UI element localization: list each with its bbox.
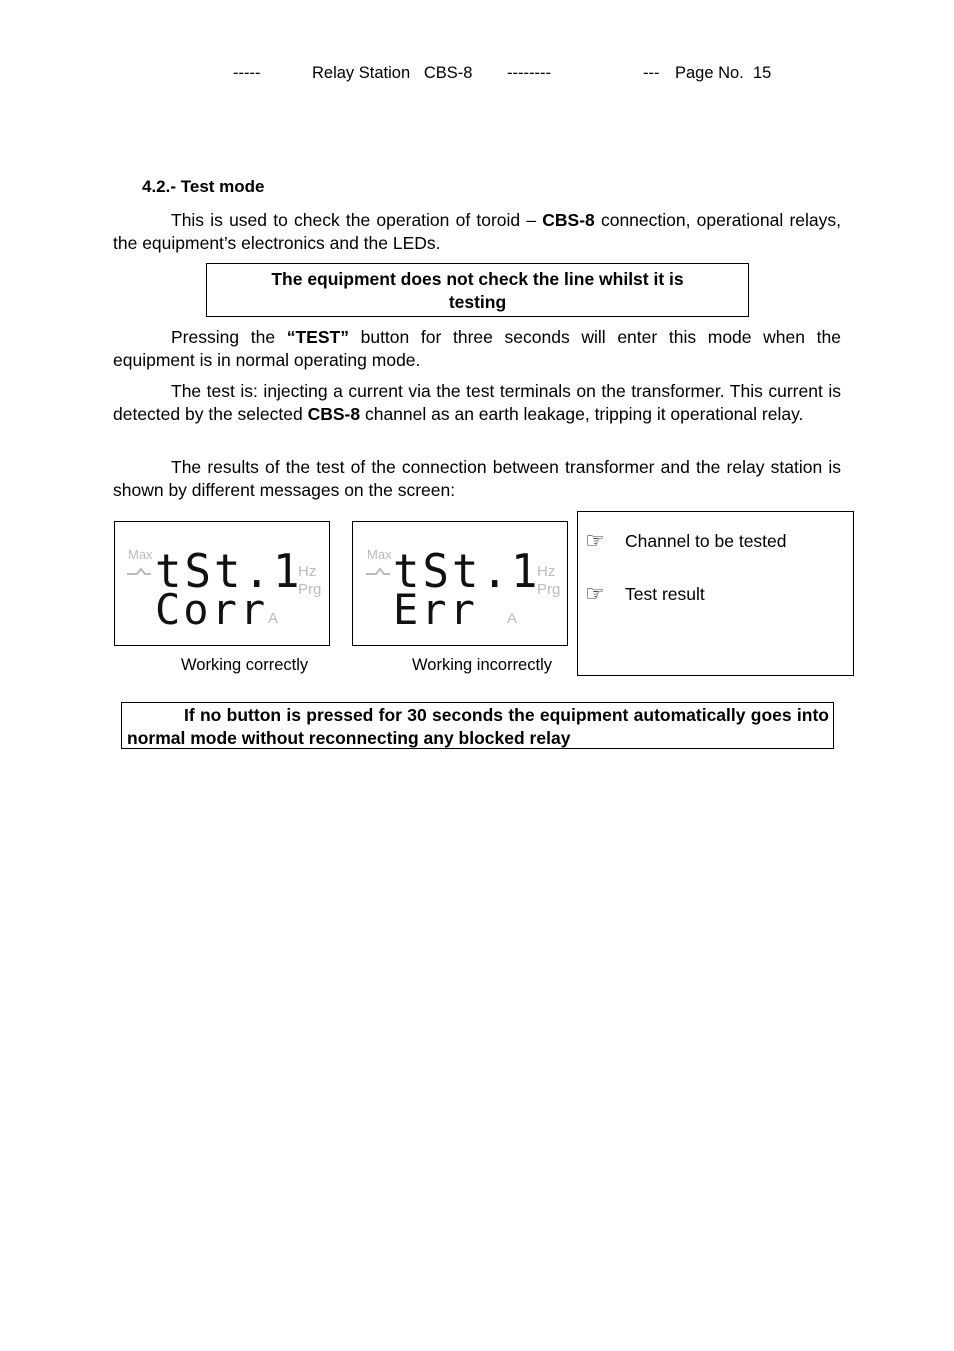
section-title: 4.2.- Test mode — [142, 177, 265, 196]
paragraph-test-description — [113, 380, 841, 425]
pointing-hand-icon: ☞ — [585, 581, 605, 606]
header-dashes-right: --- — [643, 64, 660, 82]
paragraph-test-button-text: Pressing the — [171, 327, 287, 347]
notice-box-no-line-check — [206, 263, 749, 317]
paragraph-test-button — [113, 326, 841, 371]
lcd-label-prg: Prg — [537, 581, 561, 598]
paragraph-test-description-bold: CBS-8 — [307, 403, 361, 424]
lcd-display-working-incorrectly — [352, 521, 568, 646]
lcd-line-result: Err — [393, 585, 478, 634]
lcd-line-channel: tSt.1 — [393, 544, 541, 599]
paragraph-test-button-bold: “TEST” — [286, 327, 349, 347]
paragraph-test-description-text: The test is: injecting a current via the test terminals on the transformer. This current is detected by the selected — [113, 381, 841, 424]
paragraph-intro-bold: CBS-8 — [542, 210, 595, 230]
lcd-label-hz: Hz — [537, 563, 556, 580]
paragraph-test-description-text-end: channel as an earth leakage, tripping it operational relay. — [360, 403, 804, 424]
paragraph-intro — [113, 209, 841, 254]
legend-item-label: Test result — [625, 583, 705, 604]
legend-item-result — [585, 581, 705, 607]
lcd-label-max: Max — [128, 547, 153, 562]
legend-box — [577, 511, 854, 676]
lcd-label-a: A — [507, 610, 518, 627]
caption-working-correctly: Working correctly — [181, 656, 309, 674]
paragraph-results-text: The results of the test of the connection between transformer and the relay station is shown by different messages on the screen: — [113, 457, 841, 500]
header-title: Relay Station CBS-8 — [312, 64, 473, 82]
header-page-number: Page No. 15 — [675, 64, 772, 82]
header-dashes-mid: -------- — [507, 64, 551, 82]
paragraph-results — [113, 456, 841, 501]
caption-working-incorrectly: Working incorrectly — [412, 656, 552, 674]
lcd-label-prg: Prg — [298, 581, 322, 598]
paragraph-intro-text: This is used to check the operation of toroid – — [171, 210, 543, 230]
lcd-label-hz: Hz — [298, 563, 317, 580]
header-dashes-left: ----- — [233, 64, 261, 82]
lcd-line-result: Corr — [155, 585, 269, 634]
paragraph-test-button-text-end: button for three seconds will enter this mode when the equipment is in normal operating mode. — [113, 327, 841, 370]
relay-symbol-icon — [366, 569, 390, 574]
legend-item-label: Channel to be tested — [625, 530, 787, 551]
relay-symbol-icon — [127, 569, 151, 574]
notice-box-timeout — [121, 702, 834, 749]
paragraph-intro-text-end: connection, operational relays, the equipment’s electronics and the LEDs. — [113, 210, 841, 253]
lcd-label-max: Max — [367, 547, 392, 562]
pointing-hand-icon: ☞ — [585, 528, 605, 553]
lcd-display-working-correctly — [114, 521, 330, 646]
notice-timeout-text: If no button is pressed for 30 seconds the equipment automatically goes into normal mode without reconnecting any blocked relay — [127, 705, 829, 748]
lcd-line-channel: tSt.1 — [155, 544, 303, 599]
notice-line-1: The equipment does not check the line whilst it is — [271, 269, 684, 289]
lcd-label-a: A — [268, 610, 279, 627]
legend-item-channel — [585, 528, 787, 554]
notice-line-2: testing — [448, 291, 507, 312]
